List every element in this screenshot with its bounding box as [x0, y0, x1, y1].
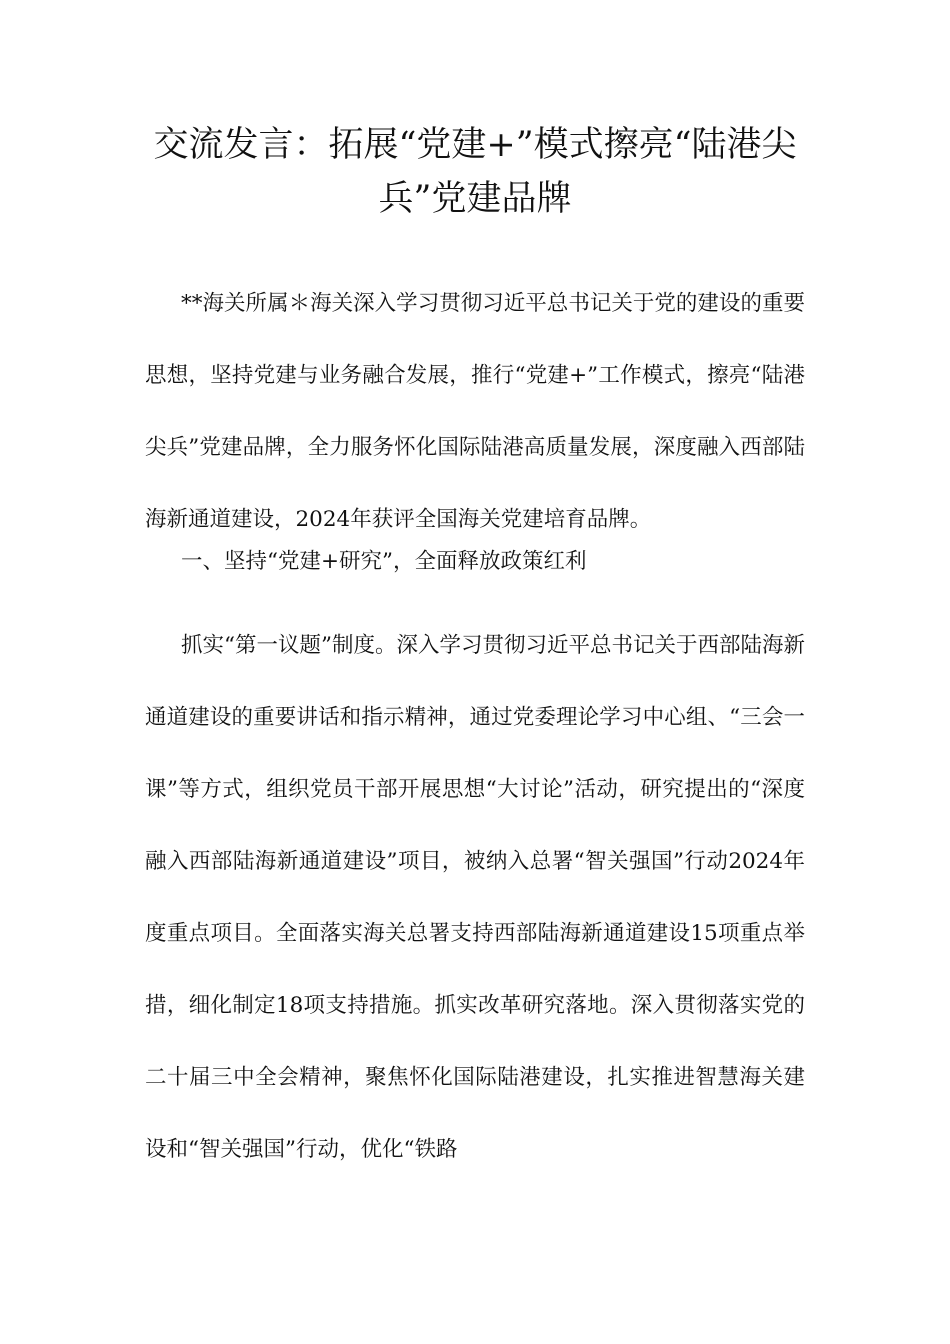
intro-paragraph: **海关所属＊海关深入学习贯彻习近平总书记关于党的建设的重要思想，坚持党建与业务融合发展，推行“党建+”工作模式，擦亮“陆港尖兵”党建品牌，全力服务怀化国际陆港高质量发展，深度融入西部陆海新通道建设，2024年获评全国海关党建培育品牌。	[145, 291, 805, 532]
document-title: 交流发言：拓展“党建+”模式擦亮“陆港尖兵”党建品牌	[153, 125, 797, 219]
section-1-paragraph: 抓实“第一议题”制度。深入学习贯彻习近平总书记关于西部陆海新通道建设的重要讲话和指示精神，通过党委理论学习中心组、“三会一课”等方式，组织党员干部开展思想“大讨论”活动，研究提出的“深度融入西部陆海新通道建设”项目，被纳入总署“智关强国”行动2024年度重点项目。全面落实海关总署支持西部陆海新通道建设15项重点举措，细化制定18项支持措施。抓实改革研究落地。深入贯彻落实党的二十届三中全会精神，聚焦怀化国际陆港建设，扎实推进智慧海关建设和“智关强国”行动，优化“铁路	[145, 633, 805, 1162]
section-1-heading: 一、坚持“党建+研究”，全面释放政策红利	[181, 549, 587, 574]
